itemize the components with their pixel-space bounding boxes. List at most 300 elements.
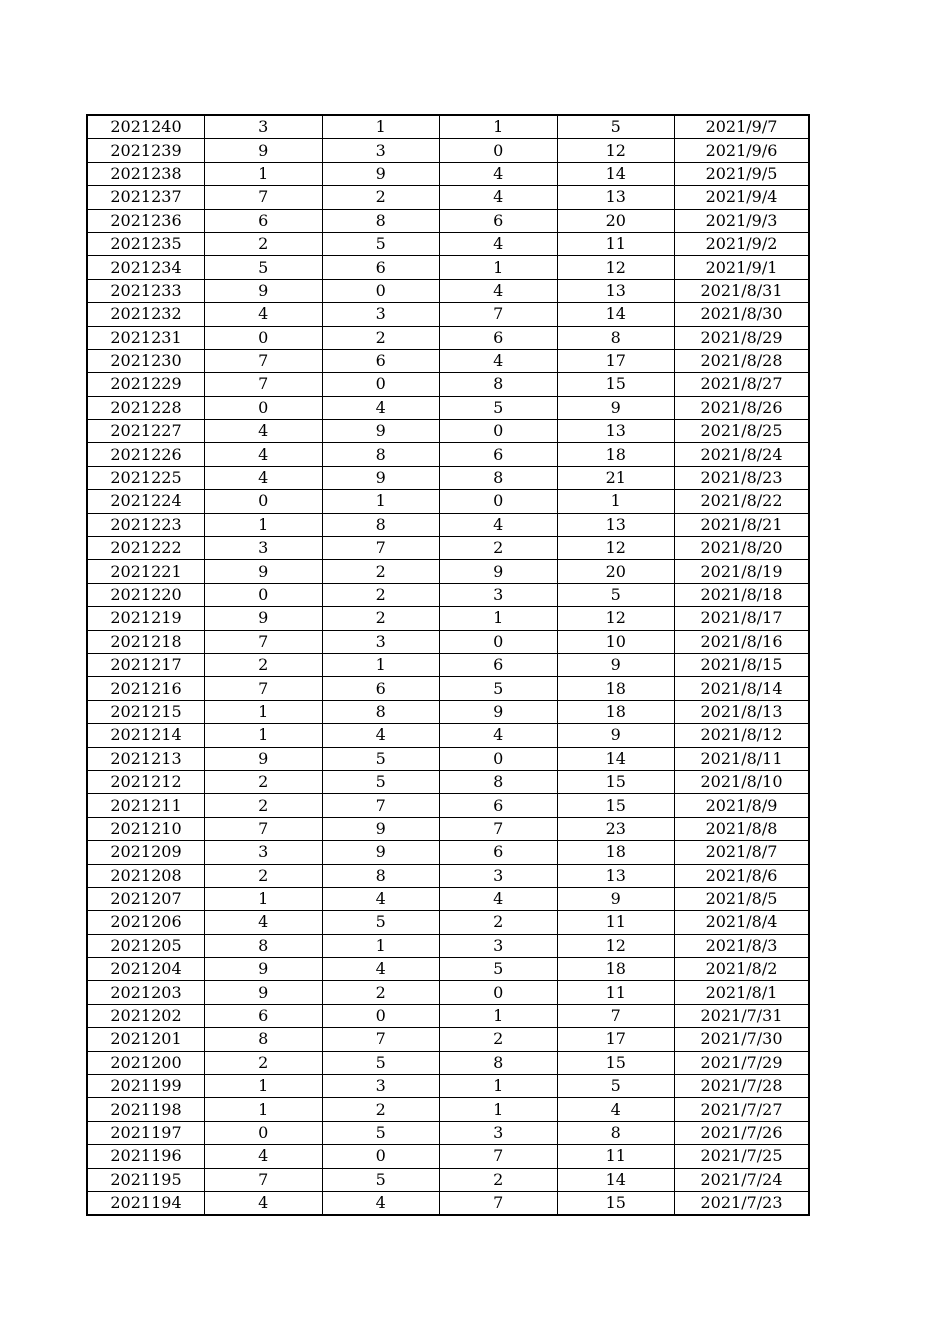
issue-cell[interactable]: 2021240 — [87, 115, 205, 139]
issue-cell[interactable]: 2021195 — [87, 1168, 205, 1191]
digit-1-cell[interactable]: 9 — [205, 958, 323, 981]
date-cell[interactable]: 2021/8/5 — [675, 887, 810, 910]
digit-2-cell[interactable]: 1 — [322, 115, 440, 139]
digit-3-cell[interactable]: 9 — [440, 560, 558, 583]
digit-1-cell[interactable]: 0 — [205, 583, 323, 606]
issue-cell[interactable]: 2021228 — [87, 396, 205, 419]
issue-cell[interactable]: 2021209 — [87, 841, 205, 864]
date-cell[interactable]: 2021/9/3 — [675, 209, 810, 232]
table-row — [87, 209, 809, 232]
digit-1-cell[interactable]: 1 — [205, 724, 323, 747]
sum-cell[interactable]: 15 — [557, 1051, 675, 1074]
issue-cell[interactable]: 2021224 — [87, 490, 205, 513]
sum-cell[interactable]: 5 — [557, 1075, 675, 1098]
digit-2-cell[interactable]: 6 — [322, 256, 440, 279]
issue-cell[interactable]: 2021238 — [87, 162, 205, 185]
sum-cell[interactable]: 1 — [557, 490, 675, 513]
date-cell[interactable]: 2021/8/12 — [675, 724, 810, 747]
digit-3-cell[interactable]: 1 — [440, 1004, 558, 1027]
date-cell[interactable]: 2021/8/13 — [675, 700, 810, 723]
table-row — [87, 232, 809, 255]
digit-2-cell[interactable]: 5 — [322, 747, 440, 770]
digit-3-cell[interactable]: 4 — [440, 186, 558, 209]
table-row — [87, 724, 809, 747]
digit-1-cell[interactable]: 4 — [205, 911, 323, 934]
digit-2-cell[interactable]: 5 — [322, 1051, 440, 1074]
digit-3-cell[interactable]: 6 — [440, 841, 558, 864]
sum-cell[interactable]: 11 — [557, 232, 675, 255]
digit-3-cell[interactable]: 6 — [440, 326, 558, 349]
digit-1-cell[interactable]: 0 — [205, 490, 323, 513]
date-cell[interactable]: 2021/9/5 — [675, 162, 810, 185]
date-cell[interactable]: 2021/8/26 — [675, 396, 810, 419]
digit-2-cell[interactable]: 3 — [322, 630, 440, 653]
table-row — [87, 537, 809, 560]
table-row — [87, 373, 809, 396]
digit-3-cell[interactable]: 0 — [440, 747, 558, 770]
issue-cell[interactable]: 2021230 — [87, 349, 205, 372]
digit-1-cell[interactable]: 1 — [205, 162, 323, 185]
issue-cell[interactable]: 2021215 — [87, 700, 205, 723]
issue-cell[interactable]: 2021202 — [87, 1004, 205, 1027]
digit-1-cell[interactable]: 3 — [205, 115, 323, 139]
digit-1-cell[interactable]: 4 — [205, 443, 323, 466]
issue-cell[interactable]: 2021207 — [87, 887, 205, 910]
date-cell[interactable]: 2021/8/24 — [675, 443, 810, 466]
issue-cell[interactable]: 2021206 — [87, 911, 205, 934]
digit-3-cell[interactable]: 1 — [440, 1098, 558, 1121]
digit-2-cell[interactable]: 0 — [322, 1145, 440, 1168]
date-cell[interactable]: 2021/7/24 — [675, 1168, 810, 1191]
digit-2-cell[interactable]: 6 — [322, 677, 440, 700]
digit-1-cell[interactable]: 1 — [205, 887, 323, 910]
sum-cell[interactable]: 15 — [557, 770, 675, 793]
date-cell[interactable]: 2021/8/22 — [675, 490, 810, 513]
digit-2-cell[interactable]: 9 — [322, 162, 440, 185]
issue-cell[interactable]: 2021239 — [87, 139, 205, 162]
sum-cell[interactable]: 13 — [557, 864, 675, 887]
digit-2-cell[interactable]: 0 — [322, 373, 440, 396]
sum-cell[interactable]: 18 — [557, 700, 675, 723]
sum-cell[interactable]: 10 — [557, 630, 675, 653]
sum-cell[interactable]: 5 — [557, 583, 675, 606]
digit-2-cell[interactable]: 9 — [322, 817, 440, 840]
sum-cell[interactable]: 7 — [557, 1004, 675, 1027]
sum-cell[interactable]: 13 — [557, 513, 675, 536]
date-cell[interactable]: 2021/8/28 — [675, 349, 810, 372]
issue-cell[interactable]: 2021210 — [87, 817, 205, 840]
issue-cell[interactable]: 2021218 — [87, 630, 205, 653]
date-cell[interactable]: 2021/8/8 — [675, 817, 810, 840]
digit-2-cell[interactable]: 1 — [322, 490, 440, 513]
digit-1-cell[interactable]: 0 — [205, 1121, 323, 1144]
digit-2-cell[interactable]: 1 — [322, 934, 440, 957]
issue-cell[interactable]: 2021198 — [87, 1098, 205, 1121]
digit-2-cell[interactable]: 5 — [322, 1121, 440, 1144]
date-cell[interactable]: 2021/7/27 — [675, 1098, 810, 1121]
digit-3-cell[interactable]: 9 — [440, 700, 558, 723]
table-row — [87, 958, 809, 981]
issue-cell[interactable]: 2021225 — [87, 466, 205, 489]
digit-1-cell[interactable]: 7 — [205, 186, 323, 209]
digit-3-cell[interactable]: 3 — [440, 934, 558, 957]
date-cell[interactable]: 2021/7/28 — [675, 1075, 810, 1098]
digit-3-cell[interactable]: 7 — [440, 1191, 558, 1215]
issue-cell[interactable]: 2021213 — [87, 747, 205, 770]
sum-cell[interactable]: 20 — [557, 209, 675, 232]
sum-cell[interactable]: 21 — [557, 466, 675, 489]
date-cell[interactable]: 2021/8/14 — [675, 677, 810, 700]
table-row — [87, 466, 809, 489]
sum-cell[interactable]: 12 — [557, 537, 675, 560]
table-row — [87, 162, 809, 185]
digit-3-cell[interactable]: 4 — [440, 513, 558, 536]
date-cell[interactable]: 2021/9/7 — [675, 115, 810, 139]
table-row — [87, 911, 809, 934]
date-cell[interactable]: 2021/8/30 — [675, 303, 810, 326]
digit-1-cell[interactable]: 9 — [205, 747, 323, 770]
digit-3-cell[interactable]: 3 — [440, 1121, 558, 1144]
issue-cell[interactable]: 2021204 — [87, 958, 205, 981]
date-cell[interactable]: 2021/7/30 — [675, 1028, 810, 1051]
date-cell[interactable]: 2021/8/4 — [675, 911, 810, 934]
issue-cell[interactable]: 2021233 — [87, 279, 205, 302]
issue-cell[interactable]: 2021203 — [87, 981, 205, 1004]
issue-cell[interactable]: 2021196 — [87, 1145, 205, 1168]
digit-3-cell[interactable]: 6 — [440, 209, 558, 232]
date-cell[interactable]: 2021/7/25 — [675, 1145, 810, 1168]
date-cell[interactable]: 2021/8/27 — [675, 373, 810, 396]
digit-2-cell[interactable]: 3 — [322, 139, 440, 162]
digit-1-cell[interactable]: 2 — [205, 864, 323, 887]
digit-2-cell[interactable]: 8 — [322, 513, 440, 536]
issue-cell[interactable]: 2021226 — [87, 443, 205, 466]
date-cell[interactable]: 2021/8/29 — [675, 326, 810, 349]
digit-1-cell[interactable]: 4 — [205, 1191, 323, 1215]
issue-cell[interactable]: 2021194 — [87, 1191, 205, 1215]
date-cell[interactable]: 2021/8/20 — [675, 537, 810, 560]
digit-2-cell[interactable]: 5 — [322, 1168, 440, 1191]
table-row — [87, 1004, 809, 1027]
digit-3-cell[interactable]: 8 — [440, 466, 558, 489]
issue-cell[interactable]: 2021234 — [87, 256, 205, 279]
sum-cell[interactable]: 15 — [557, 373, 675, 396]
table-row — [87, 747, 809, 770]
digit-1-cell[interactable]: 9 — [205, 279, 323, 302]
digit-1-cell[interactable]: 4 — [205, 303, 323, 326]
date-cell[interactable]: 2021/8/1 — [675, 981, 810, 1004]
sum-cell[interactable]: 11 — [557, 1145, 675, 1168]
date-cell[interactable]: 2021/8/9 — [675, 794, 810, 817]
sum-cell[interactable]: 18 — [557, 958, 675, 981]
digit-3-cell[interactable]: 1 — [440, 1075, 558, 1098]
issue-cell[interactable]: 2021217 — [87, 653, 205, 676]
digit-2-cell[interactable]: 4 — [322, 887, 440, 910]
issue-cell[interactable]: 2021219 — [87, 607, 205, 630]
sum-cell[interactable]: 14 — [557, 303, 675, 326]
digit-3-cell[interactable]: 5 — [440, 677, 558, 700]
digit-2-cell[interactable]: 4 — [322, 396, 440, 419]
sum-cell[interactable]: 11 — [557, 911, 675, 934]
digit-1-cell[interactable]: 7 — [205, 630, 323, 653]
digit-3-cell[interactable]: 5 — [440, 396, 558, 419]
date-cell[interactable]: 2021/8/16 — [675, 630, 810, 653]
digit-2-cell[interactable]: 8 — [322, 209, 440, 232]
sum-cell[interactable]: 15 — [557, 794, 675, 817]
digit-2-cell[interactable]: 2 — [322, 607, 440, 630]
sum-cell[interactable]: 11 — [557, 981, 675, 1004]
digit-1-cell[interactable]: 4 — [205, 420, 323, 443]
digit-3-cell[interactable]: 4 — [440, 279, 558, 302]
digit-1-cell[interactable]: 9 — [205, 139, 323, 162]
sum-cell[interactable]: 14 — [557, 747, 675, 770]
date-cell[interactable]: 2021/8/18 — [675, 583, 810, 606]
sum-cell[interactable]: 9 — [557, 887, 675, 910]
digit-3-cell[interactable]: 2 — [440, 537, 558, 560]
date-cell[interactable]: 2021/8/17 — [675, 607, 810, 630]
digit-1-cell[interactable]: 9 — [205, 560, 323, 583]
digit-1-cell[interactable]: 0 — [205, 396, 323, 419]
issue-cell[interactable]: 2021232 — [87, 303, 205, 326]
sum-cell[interactable]: 14 — [557, 162, 675, 185]
sum-cell[interactable]: 9 — [557, 724, 675, 747]
table-row — [87, 1051, 809, 1074]
issue-cell[interactable]: 2021205 — [87, 934, 205, 957]
sum-cell[interactable]: 20 — [557, 560, 675, 583]
digit-2-cell[interactable]: 7 — [322, 537, 440, 560]
digit-1-cell[interactable]: 8 — [205, 1028, 323, 1051]
issue-cell[interactable]: 2021208 — [87, 864, 205, 887]
digit-1-cell[interactable]: 7 — [205, 817, 323, 840]
digit-1-cell[interactable]: 4 — [205, 466, 323, 489]
sum-cell[interactable]: 18 — [557, 677, 675, 700]
date-cell[interactable]: 2021/9/4 — [675, 186, 810, 209]
digit-1-cell[interactable]: 1 — [205, 1075, 323, 1098]
date-cell[interactable]: 2021/8/15 — [675, 653, 810, 676]
digit-2-cell[interactable]: 2 — [322, 981, 440, 1004]
digit-3-cell[interactable]: 7 — [440, 303, 558, 326]
digit-2-cell[interactable]: 0 — [322, 1004, 440, 1027]
digit-2-cell[interactable]: 9 — [322, 841, 440, 864]
digit-2-cell[interactable]: 2 — [322, 560, 440, 583]
issue-cell[interactable]: 2021236 — [87, 209, 205, 232]
digit-2-cell[interactable]: 2 — [322, 1098, 440, 1121]
table-row — [87, 115, 809, 139]
sum-cell[interactable]: 8 — [557, 326, 675, 349]
digit-3-cell[interactable]: 1 — [440, 256, 558, 279]
sum-cell[interactable]: 12 — [557, 934, 675, 957]
digit-3-cell[interactable]: 7 — [440, 817, 558, 840]
digit-1-cell[interactable]: 5 — [205, 256, 323, 279]
date-cell[interactable]: 2021/7/26 — [675, 1121, 810, 1144]
issue-cell[interactable]: 2021199 — [87, 1075, 205, 1098]
date-cell[interactable]: 2021/8/21 — [675, 513, 810, 536]
date-cell[interactable]: 2021/8/23 — [675, 466, 810, 489]
sum-cell[interactable]: 12 — [557, 139, 675, 162]
digit-2-cell[interactable]: 8 — [322, 700, 440, 723]
issue-cell[interactable]: 2021223 — [87, 513, 205, 536]
digit-3-cell[interactable]: 4 — [440, 162, 558, 185]
digit-3-cell[interactable]: 8 — [440, 373, 558, 396]
issue-cell[interactable]: 2021222 — [87, 537, 205, 560]
sum-cell[interactable]: 15 — [557, 1191, 675, 1215]
digit-1-cell[interactable]: 1 — [205, 1098, 323, 1121]
issue-cell[interactable]: 2021235 — [87, 232, 205, 255]
digit-3-cell[interactable]: 3 — [440, 583, 558, 606]
issue-cell[interactable]: 2021214 — [87, 724, 205, 747]
issue-cell[interactable]: 2021216 — [87, 677, 205, 700]
digit-3-cell[interactable]: 4 — [440, 724, 558, 747]
digit-1-cell[interactable]: 1 — [205, 700, 323, 723]
sum-cell[interactable]: 17 — [557, 349, 675, 372]
issue-cell[interactable]: 2021201 — [87, 1028, 205, 1051]
digit-2-cell[interactable]: 5 — [322, 232, 440, 255]
digit-1-cell[interactable]: 7 — [205, 1168, 323, 1191]
sum-cell[interactable]: 4 — [557, 1098, 675, 1121]
digit-1-cell[interactable]: 3 — [205, 841, 323, 864]
issue-cell[interactable]: 2021237 — [87, 186, 205, 209]
digit-1-cell[interactable]: 7 — [205, 373, 323, 396]
table-row — [87, 607, 809, 630]
issue-cell[interactable]: 2021212 — [87, 770, 205, 793]
digit-1-cell[interactable]: 8 — [205, 934, 323, 957]
digit-2-cell[interactable]: 2 — [322, 186, 440, 209]
date-cell[interactable]: 2021/9/2 — [675, 232, 810, 255]
digit-3-cell[interactable]: 2 — [440, 1168, 558, 1191]
digit-3-cell[interactable]: 6 — [440, 443, 558, 466]
digit-2-cell[interactable]: 1 — [322, 653, 440, 676]
digit-3-cell[interactable]: 8 — [440, 770, 558, 793]
digit-2-cell[interactable]: 9 — [322, 420, 440, 443]
table-row — [87, 1098, 809, 1121]
digit-3-cell[interactable]: 0 — [440, 630, 558, 653]
issue-cell[interactable]: 2021211 — [87, 794, 205, 817]
digit-2-cell[interactable]: 3 — [322, 1075, 440, 1098]
digit-1-cell[interactable]: 2 — [205, 653, 323, 676]
digit-3-cell[interactable]: 7 — [440, 1145, 558, 1168]
digit-2-cell[interactable]: 8 — [322, 443, 440, 466]
digit-3-cell[interactable]: 1 — [440, 607, 558, 630]
sum-cell[interactable]: 13 — [557, 420, 675, 443]
digit-3-cell[interactable]: 3 — [440, 864, 558, 887]
date-cell[interactable]: 2021/8/2 — [675, 958, 810, 981]
digit-2-cell[interactable]: 4 — [322, 958, 440, 981]
digit-3-cell[interactable]: 8 — [440, 1051, 558, 1074]
digit-2-cell[interactable]: 9 — [322, 466, 440, 489]
digit-1-cell[interactable]: 3 — [205, 537, 323, 560]
digit-1-cell[interactable]: 0 — [205, 326, 323, 349]
sum-cell[interactable]: 18 — [557, 841, 675, 864]
digit-2-cell[interactable]: 3 — [322, 303, 440, 326]
date-cell[interactable]: 2021/8/31 — [675, 279, 810, 302]
digit-3-cell[interactable]: 6 — [440, 794, 558, 817]
sum-cell[interactable]: 12 — [557, 256, 675, 279]
digit-1-cell[interactable]: 4 — [205, 1145, 323, 1168]
digit-1-cell[interactable]: 6 — [205, 209, 323, 232]
table-row — [87, 770, 809, 793]
issue-cell[interactable]: 2021221 — [87, 560, 205, 583]
digit-3-cell[interactable]: 5 — [440, 958, 558, 981]
sum-cell[interactable]: 12 — [557, 607, 675, 630]
date-cell[interactable]: 2021/9/1 — [675, 256, 810, 279]
digit-3-cell[interactable]: 4 — [440, 887, 558, 910]
date-cell[interactable]: 2021/8/25 — [675, 420, 810, 443]
digit-2-cell[interactable]: 7 — [322, 794, 440, 817]
digit-2-cell[interactable]: 2 — [322, 326, 440, 349]
date-cell[interactable]: 2021/7/29 — [675, 1051, 810, 1074]
digit-1-cell[interactable]: 2 — [205, 232, 323, 255]
sum-cell[interactable]: 17 — [557, 1028, 675, 1051]
digit-2-cell[interactable]: 5 — [322, 911, 440, 934]
table-row — [87, 560, 809, 583]
digit-2-cell[interactable]: 4 — [322, 1191, 440, 1215]
digit-2-cell[interactable]: 6 — [322, 349, 440, 372]
digit-3-cell[interactable]: 4 — [440, 349, 558, 372]
issue-cell[interactable]: 2021220 — [87, 583, 205, 606]
issue-cell[interactable]: 2021227 — [87, 420, 205, 443]
issue-cell[interactable]: 2021197 — [87, 1121, 205, 1144]
digit-3-cell[interactable]: 0 — [440, 139, 558, 162]
digit-1-cell[interactable]: 1 — [205, 513, 323, 536]
sum-cell[interactable]: 9 — [557, 396, 675, 419]
digit-2-cell[interactable]: 0 — [322, 279, 440, 302]
issue-cell[interactable]: 2021200 — [87, 1051, 205, 1074]
digit-1-cell[interactable]: 6 — [205, 1004, 323, 1027]
sum-cell[interactable]: 5 — [557, 115, 675, 139]
digit-2-cell[interactable]: 5 — [322, 770, 440, 793]
date-cell[interactable]: 2021/8/11 — [675, 747, 810, 770]
digit-3-cell[interactable]: 2 — [440, 911, 558, 934]
digit-3-cell[interactable]: 6 — [440, 653, 558, 676]
date-cell[interactable]: 2021/8/10 — [675, 770, 810, 793]
issue-cell[interactable]: 2021229 — [87, 373, 205, 396]
digit-3-cell[interactable]: 1 — [440, 115, 558, 139]
digit-3-cell[interactable]: 2 — [440, 1028, 558, 1051]
digit-1-cell[interactable]: 9 — [205, 607, 323, 630]
digit-1-cell[interactable]: 9 — [205, 981, 323, 1004]
digit-1-cell[interactable]: 2 — [205, 770, 323, 793]
issue-cell[interactable]: 2021231 — [87, 326, 205, 349]
digit-3-cell[interactable]: 0 — [440, 981, 558, 1004]
sum-cell[interactable]: 23 — [557, 817, 675, 840]
digit-2-cell[interactable]: 7 — [322, 1028, 440, 1051]
sum-cell[interactable]: 18 — [557, 443, 675, 466]
date-cell[interactable]: 2021/8/19 — [675, 560, 810, 583]
sum-cell[interactable]: 13 — [557, 279, 675, 302]
digit-1-cell[interactable]: 2 — [205, 794, 323, 817]
date-cell[interactable]: 2021/7/31 — [675, 1004, 810, 1027]
digit-3-cell[interactable]: 0 — [440, 490, 558, 513]
digit-1-cell[interactable]: 2 — [205, 1051, 323, 1074]
date-cell[interactable]: 2021/9/6 — [675, 139, 810, 162]
digit-2-cell[interactable]: 4 — [322, 724, 440, 747]
table-row — [87, 981, 809, 1004]
date-cell[interactable]: 2021/8/6 — [675, 864, 810, 887]
digit-1-cell[interactable]: 7 — [205, 349, 323, 372]
digit-3-cell[interactable]: 0 — [440, 420, 558, 443]
digit-3-cell[interactable]: 4 — [440, 232, 558, 255]
sum-cell[interactable]: 14 — [557, 1168, 675, 1191]
sum-cell[interactable]: 13 — [557, 186, 675, 209]
sum-cell[interactable]: 9 — [557, 653, 675, 676]
digit-1-cell[interactable]: 7 — [205, 677, 323, 700]
digit-2-cell[interactable]: 8 — [322, 864, 440, 887]
date-cell[interactable]: 2021/8/7 — [675, 841, 810, 864]
sum-cell[interactable]: 8 — [557, 1121, 675, 1144]
date-cell[interactable]: 2021/8/3 — [675, 934, 810, 957]
digit-2-cell[interactable]: 2 — [322, 583, 440, 606]
date-cell[interactable]: 2021/7/23 — [675, 1191, 810, 1215]
